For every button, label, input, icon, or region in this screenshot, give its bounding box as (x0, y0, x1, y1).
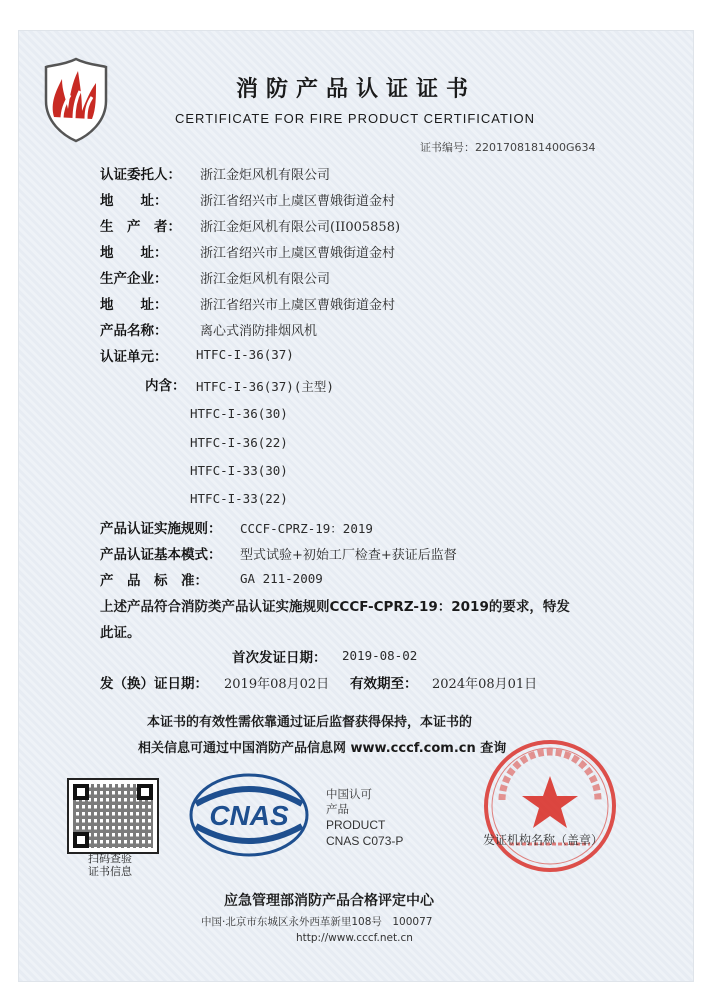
rule-label: 产品认证基本模式： (100, 547, 222, 563)
valid-until-label: 有效期至： (350, 676, 418, 692)
footer-website[interactable]: http://www.cccf.net.cn (296, 932, 413, 944)
cnas-logo (188, 770, 310, 864)
qr-finder (73, 832, 89, 848)
cnas-line: CNAS C073-P (326, 834, 404, 848)
model-item: HTFC-I-33(30) (190, 463, 288, 478)
first-issue-label: 首次发证日期： (232, 650, 327, 666)
models-label: 内含： (145, 378, 186, 394)
field-label: 认证单元： (100, 349, 168, 365)
footer-address: 中国·北京市东城区永外西革新里108号 100077 (201, 916, 433, 928)
issuing-organization: 应急管理部消防产品合格评定中心 (224, 893, 434, 909)
model-item: HTFC-I-36(30) (190, 406, 288, 421)
cnas-logo-text: CNAS (209, 800, 289, 831)
statement-line: 此证。 (100, 625, 141, 641)
valid-until-date: 2024年08月01日 (432, 677, 538, 692)
page-subtitle: CERTIFICATE FOR FIRE PRODUCT CERTIFICATION (175, 111, 536, 126)
qr-finder (73, 784, 89, 800)
rule-label: 产品认证实施规则： (100, 521, 222, 537)
field-label: 产品名称： (100, 323, 168, 339)
notice-line: 相关信息可通过中国消防产品信息网 www.cccf.com.cn 查询 (138, 741, 507, 756)
field-value: HTFC-I-36(37) (196, 347, 294, 362)
notice-line: 本证书的有效性需依靠通过证后监督获得保持，本证书的 (147, 715, 473, 730)
cnas-line: 中国认可 (326, 787, 372, 801)
field-label: 地 址： (100, 193, 168, 209)
field-label: 生产企业： (100, 271, 168, 287)
qr-finder (137, 784, 153, 800)
qr-caption: 扫码查验 证书信息 (88, 852, 132, 878)
issue-date-label: 发（换）证日期： (100, 676, 208, 692)
rule-label: 产 品 标 准： (100, 573, 208, 589)
cnas-line: PRODUCT (326, 818, 386, 832)
seal-label: 发证机构名称（盖章） (483, 833, 604, 847)
model-item: HTFC-I-36(22) (190, 435, 288, 450)
field-label: 地 址： (100, 297, 168, 313)
statement-line: 上述产品符合消防类产品认证实施规则CCCF-CPRZ-19：2019的要求，特发 (100, 599, 570, 615)
model-item: HTFC-I-33(22) (190, 491, 288, 506)
certificate-number: 证书编号：2201708181400G634 (420, 141, 596, 154)
model-item: HTFC-I-36(37)(主型) (196, 379, 334, 394)
page-title: 消防产品认证证书 (236, 76, 477, 102)
flame-logo (40, 55, 112, 147)
field-value: 浙江金炬风机有限公司(II005858) (200, 220, 401, 235)
field-value: 浙江金炬风机有限公司 (200, 272, 331, 287)
field-value: 浙江省绍兴市上虞区曹娥街道金村 (200, 194, 396, 209)
field-value: 离心式消防排烟风机 (200, 324, 318, 339)
field-value: 浙江省绍兴市上虞区曹娥街道金村 (200, 246, 396, 261)
field-label: 地 址： (100, 245, 168, 261)
field-label: 生 产 者： (100, 219, 181, 235)
field-label: 认证委托人： (100, 167, 181, 183)
official-seal (480, 736, 620, 880)
cnas-line: 产品 (326, 802, 349, 816)
field-value: 浙江省绍兴市上虞区曹娥街道金村 (200, 298, 396, 313)
rule-value: 型式试验+初始工厂检查+获证后监督 (240, 548, 457, 563)
first-issue-date: 2019-08-02 (342, 648, 418, 663)
rule-value: CCCF-CPRZ-19：2019 (240, 521, 373, 536)
qr-code[interactable] (67, 778, 159, 854)
rule-value: GA 211-2009 (240, 571, 323, 586)
issue-date: 2019年08月02日 (224, 677, 330, 692)
field-value: 浙江金炬风机有限公司 (200, 168, 331, 183)
